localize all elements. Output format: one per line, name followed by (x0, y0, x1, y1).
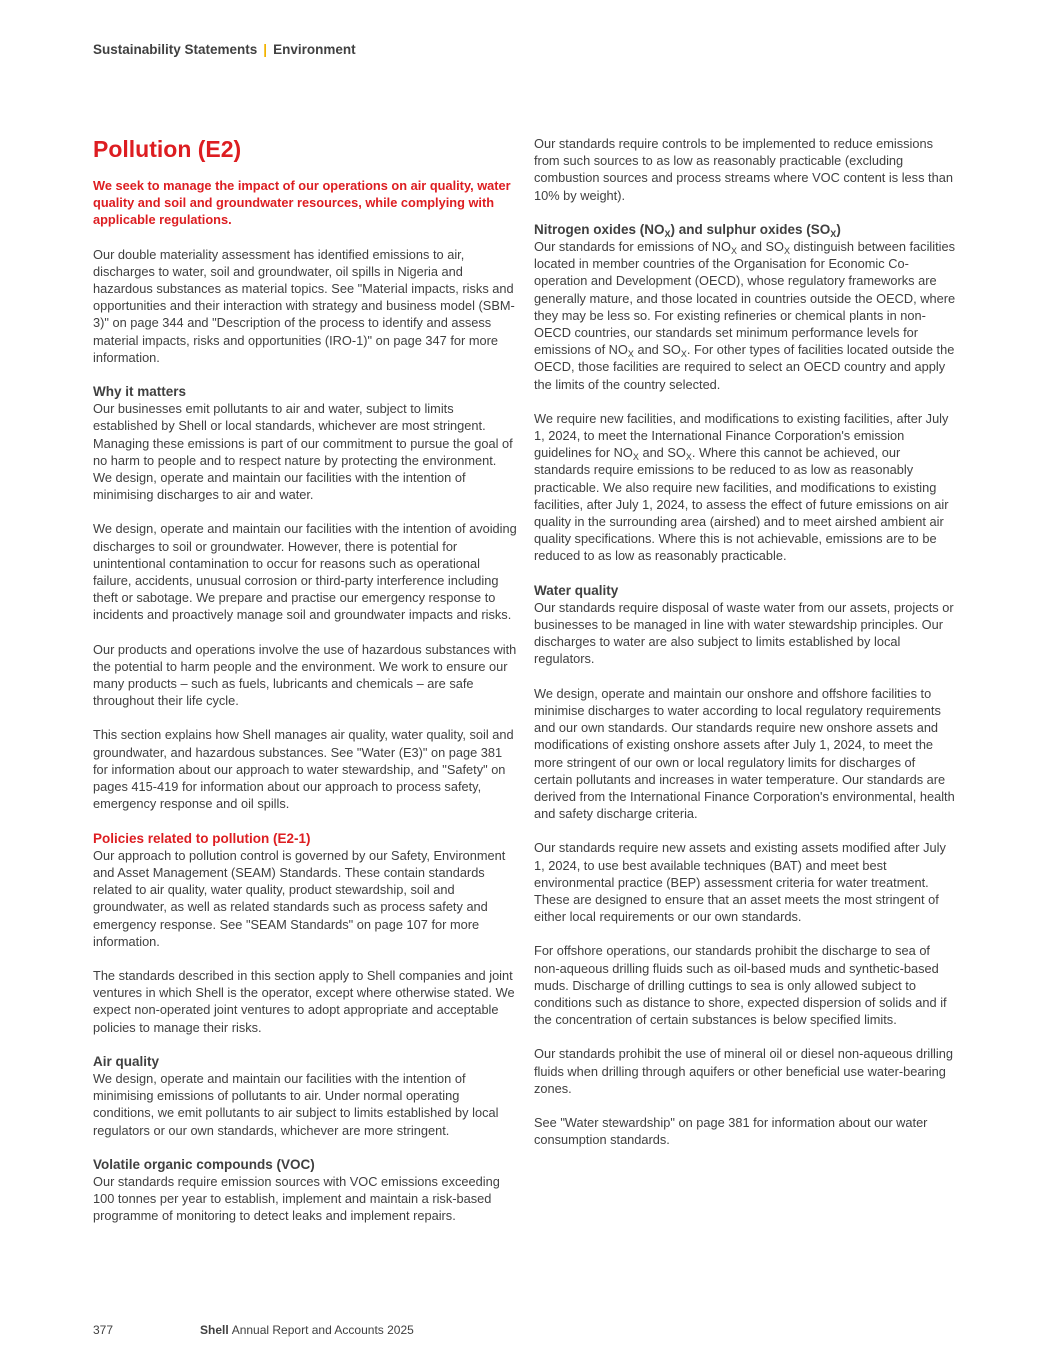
air-quality-heading: Air quality (93, 1053, 160, 1069)
air-quality-paragraph: We design, operate and maintain our facilities with the intention of minimising emissions of pollutants to air. Under normal operating conditions, we emit pollutants to air subject to limits established by local regulators or our own standards, whichever are more stringent. (93, 1070, 499, 1138)
voc-paragraph: Our standards require emission sources with VOC emissions exceeding 100 tonnes per year to establish, implement and maintain a risk-based programme of monitoring to detect leaks and implement repairs. (93, 1173, 500, 1224)
right-column (534, 135, 956, 1165)
running-header (93, 42, 356, 57)
voc-heading: Volatile organic compounds (VOC) (93, 1156, 315, 1172)
page-footer (93, 1323, 414, 1337)
policies-paragraph-2: The standards described in this section apply to Shell companies and joint ventures in which Shell is the operator, except where otherwise stated. We expect non-operated joint ventures to adopt appropriate and acceptable policies to manage their risks. (93, 967, 515, 1035)
left-column (93, 135, 517, 1242)
why-paragraph-3: Our products and operations involve the use of hazardous substances with the potential to harm people and the environment. We work to ensure our many products – such as fuels, lubricants and chemicals – are safe throughout their life cycle. (93, 641, 517, 709)
footer-report-title: Annual Report and Accounts 2025 (231, 1323, 414, 1337)
why-it-matters-heading: Why it matters (93, 384, 187, 400)
page-number: 377 (93, 1323, 114, 1337)
why-paragraph-1: Our businesses emit pollutants to air and water, subject to limits established by Shell or local standards, whichever are most stringent. Managing these emissions is part of our commitment to pursue the goal of no harm to people and to respect nature by protecting the environment. We design, operate and maintain our facilities with the intention of minimising discharges to air and water. (93, 401, 513, 503)
header-section: Sustainability Statements (93, 42, 258, 57)
intro-statement: We seek to manage the impact of our operations on air quality, water quality and soil and groundwater resources, while complying with applicable regulations. (93, 178, 511, 228)
water-paragraph-5: Our standards prohibit the use of mineral oil or diesel non-aqueous drilling fluids when drilling through aquifers or other beneficial use water-bearing zones. (534, 1046, 953, 1096)
header-separator: | (263, 42, 268, 57)
footer-brand: Shell (200, 1323, 229, 1337)
policies-paragraph-1: Our approach to pollution control is governed by our Safety, Environment and Asset Management (SEAM) Standards. These contain standards related to air quality, water quality, product stewardship, soil and groundwater, as well as related standards such as process safety and emergency response. See "SEAM Standards" on page 107 for more information. (93, 847, 506, 949)
water-paragraph-1: Our standards require disposal of waste water from our assets, projects or businesses to be managed in line with water stewardship principles. Our discharges to water are also subject to limits established by local regulators. (534, 599, 954, 667)
water-paragraph-2: We design, operate and maintain our onshore and offshore facilities to minimise discharges to water according to local regulatory requirements and our own standards. Our standards require new onshore assets and modifications of existing onshore assets after July 1, 2024, to meet the more stringent of our own or local regulatory limits for discharges of certain pollutants and increases in water temperature. Our standards are derived from the International Finance Corporation's environmental, health and safety discharge criteria. (534, 685, 955, 822)
why-paragraph-4: This section explains how Shell manages air quality, water quality, soil and groundwater, and hazardous substances. See "Water (E3)" on page 381 for information about our approach to water stewardship, and "Safety" on pages 415-419 for information about our approach to process safety, emergency response and oil spills. (93, 727, 514, 812)
materiality-paragraph: Our double materiality assessment has identified emissions to air, discharges to water, soil and groundwater, oil spills in Nigeria and hazardous substances as material topics. See "Material impacts, risks and opportunities and their interaction with strategy and business model (SBM-3)" on page 344 and "Description of the process to identify and assess material impacts, risks and opportunities (IRO-1)" on page 347 for more information. (93, 246, 515, 365)
water-paragraph-3: Our standards require new assets and existing assets modified after July 1, 2024, to use best available techniques (BAT) and meet best environmental practice (BEP) assessment criteria for water treatment. These are designed to ensure that an asset meets the most stringent of either local requirements or our own standards. (534, 840, 946, 925)
nox-sox-paragraph-1: Our standards for emissions of $NO_X$ and $SO_X$ distinguish between facilities located in member countries of the Organisation for Economic Co-operation and Development (OECD), whose regulatory frameworks are generally mature, and those located in countries outside the OECD, where they may be less so. For existing refineries or chemical plants in non-OECD countries, our standards set minimum performance levels for emissions of $NO_X$ and $SO_X$. For other types of facilities located outside the OECD, those facilities are required to select an OECD country and apply the limits of the country selected. (534, 239, 956, 392)
voc-paragraph-2: Our standards require controls to be implemented to reduce emissions from such sources to as low as reasonably practicable (excluding combustion sources and process streams where VOC content is less than 10% by weight). (534, 136, 953, 203)
water-quality-heading: Water quality (534, 582, 619, 598)
water-paragraph-4: For offshore operations, our standards prohibit the discharge to sea of non-aqueous drilling fluids such as oil-based muds and synthetic-based muds. Discharge of drilling cuttings to sea is only allowed subject to conditions such as distance to shore, expected dispersion of solids and if the concentration of certain substances is below specified limits. (534, 943, 947, 1028)
why-paragraph-2: We design, operate and maintain our facilities with the intention of avoiding discharges to soil or groundwater. However, there is potential for unintentional contamination to occur for reasons such as operational failure, accidents, unusual corrosion or third-party interference including theft or sabotage. We prepare and practise our emergency response to incidents and proactively manage soil and groundwater impacts and risks. (93, 521, 517, 623)
water-paragraph-6: See "Water stewardship" on page 381 for information about our water consumption standards. (534, 1114, 928, 1148)
nox-sox-heading: Nitrogen oxides $(NO_X)$ and sulphur oxides $(SO_X)$ (534, 221, 841, 239)
page-title: Pollution (E2) (93, 136, 242, 162)
header-subsection: Environment (273, 42, 356, 57)
policies-heading: Policies related to pollution (E2-1) (93, 830, 311, 846)
nox-sox-paragraph-2: We require new facilities, and modifications to existing facilities, after July 1, 2024, to meet the International Finance Corporation's emission guidelines for $NO_X$ and $SO_X$. Where this cannot be achieved, our standards require emissions to be reduced to as low as reasonably practicable. We also require new facilities, and modifications to existing facilities, after July 1, 2024, to assess the effect of future emissions on air quality in the surrounding area (airshed) and to meet airshed ambient air quality specifications. Where this is not achievable, emissions are to be reduced to as low as reasonably practicable. (534, 410, 949, 564)
